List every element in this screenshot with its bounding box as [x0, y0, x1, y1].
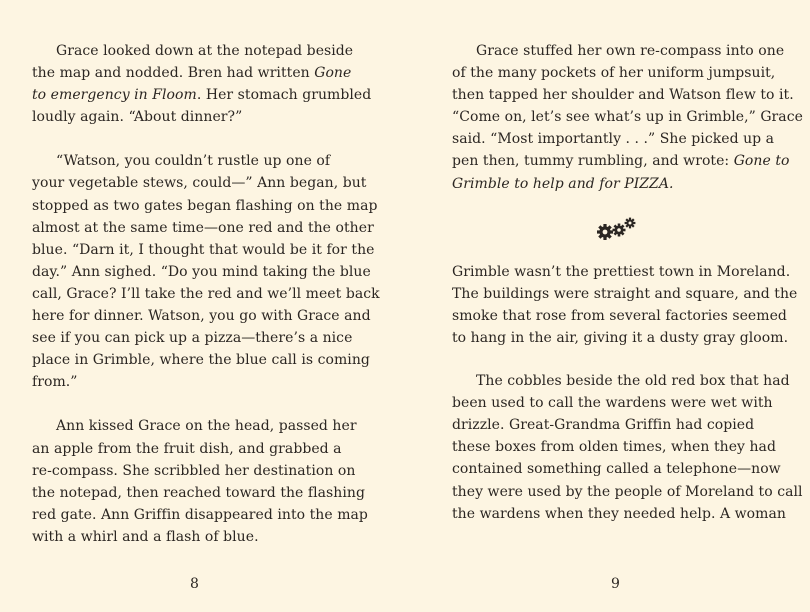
- text-line: Grimble wasn’t the prettiest town in Moreland.: [452, 263, 791, 280]
- text-line: The cobbles beside the old red box that had: [476, 373, 790, 390]
- gears-icon: [594, 213, 640, 243]
- left-page: [32, 40, 380, 600]
- italic-text: Gone to: [733, 153, 790, 170]
- text-line: see if you can pick up a pizza—there’s a nice: [32, 330, 353, 347]
- text-line: contained something called a telephone—now: [452, 461, 781, 478]
- text-line: these boxes from olden times, when they had: [452, 439, 776, 456]
- paragraph-gap: [32, 393, 362, 415]
- paragraph: [452, 370, 803, 525]
- text-line: loudly again. “About dinner?”: [32, 109, 243, 126]
- text-line: “Come on, let’s see what’s up in Grimble,” Grace: [452, 109, 803, 126]
- paragraph: [32, 150, 380, 393]
- text-line: your vegetable stews, could—” Ann began, but: [32, 175, 367, 192]
- text-line: the notepad, then reached toward the flashing: [32, 484, 365, 501]
- text-line: to emergency in Floom. Her stomach grumbled: [32, 87, 372, 104]
- text-line: The buildings were straight and square, and the: [452, 285, 798, 302]
- text-line: the wardens when they needed help. A woman: [452, 505, 786, 522]
- text-line: been used to call the wardens were wet with: [452, 395, 773, 412]
- text-line: call, Grace? I’ll take the red and we’ll meet back: [32, 285, 380, 302]
- paragraph: [32, 415, 368, 548]
- text-line: Grace looked down at the notepad beside: [56, 43, 354, 59]
- text-line: blue. “Darn it, I thought that would be it for the: [32, 241, 375, 258]
- page-number: 8: [190, 576, 199, 592]
- text-line: red gate. Ann Griffin disappeared into the map: [32, 506, 368, 523]
- text-line: they were used by the people of Moreland to call: [452, 483, 803, 500]
- paragraph-gap: [452, 349, 782, 370]
- text-line: pen then, tummy rumbling, and wrote: Gone to: [452, 153, 790, 170]
- text-line: an apple from the fruit dish, and grabbed a: [32, 440, 342, 457]
- paragraph: [452, 261, 798, 349]
- text-line: Ann kissed Grace on the head, passed her: [56, 418, 357, 435]
- text-line: stopped as two gates began flashing on the map: [32, 197, 378, 214]
- text-line: day.” Ann sighed. “Do you mind taking the blue: [32, 263, 371, 280]
- text-line: drizzle. Great-Grandma Griffin had copied: [452, 417, 755, 434]
- text-line: here for dinner. Watson, you go with Grace and: [32, 308, 371, 325]
- text-line: of the many pockets of her uniform jumpsuit,: [452, 65, 776, 82]
- text-line: to hang in the air, giving it a dusty gray gloom.: [452, 329, 789, 346]
- text-line: Grace stuffed her own re-compass into one: [476, 43, 785, 59]
- page-number: 9: [611, 576, 620, 592]
- paragraph: [32, 40, 372, 128]
- right-page: [452, 40, 803, 600]
- text-line: then tapped her shoulder and Watson flew to it.: [452, 87, 794, 104]
- italic-text: to emergency in Floom: [32, 87, 197, 104]
- text-line: said. “Most importantly . . .” She picked up a: [452, 131, 775, 148]
- text-line: smoke that rose from several factories seemed: [452, 307, 787, 324]
- text-line: almost at the same time—one red and the other: [32, 219, 374, 236]
- text-line: from.”: [32, 374, 78, 391]
- section-break: [452, 195, 782, 261]
- text-line: the map and nodded. Bren had written Gone: [32, 65, 352, 82]
- text-line: place in Grimble, where the blue call is coming: [32, 352, 370, 369]
- paragraph: [452, 40, 803, 195]
- text-line: with a whirl and a flash of blue.: [32, 528, 259, 545]
- text-line: [452, 173, 782, 195]
- paragraph-gap: [32, 128, 362, 150]
- italic-text: Gone: [314, 65, 352, 82]
- italic-text: Grimble to help and for PIZZA.: [452, 175, 674, 192]
- text-line: re-compass. She scribbled her destination on: [32, 462, 356, 479]
- text-line: “Watson, you couldn’t rustle up one of: [56, 153, 331, 170]
